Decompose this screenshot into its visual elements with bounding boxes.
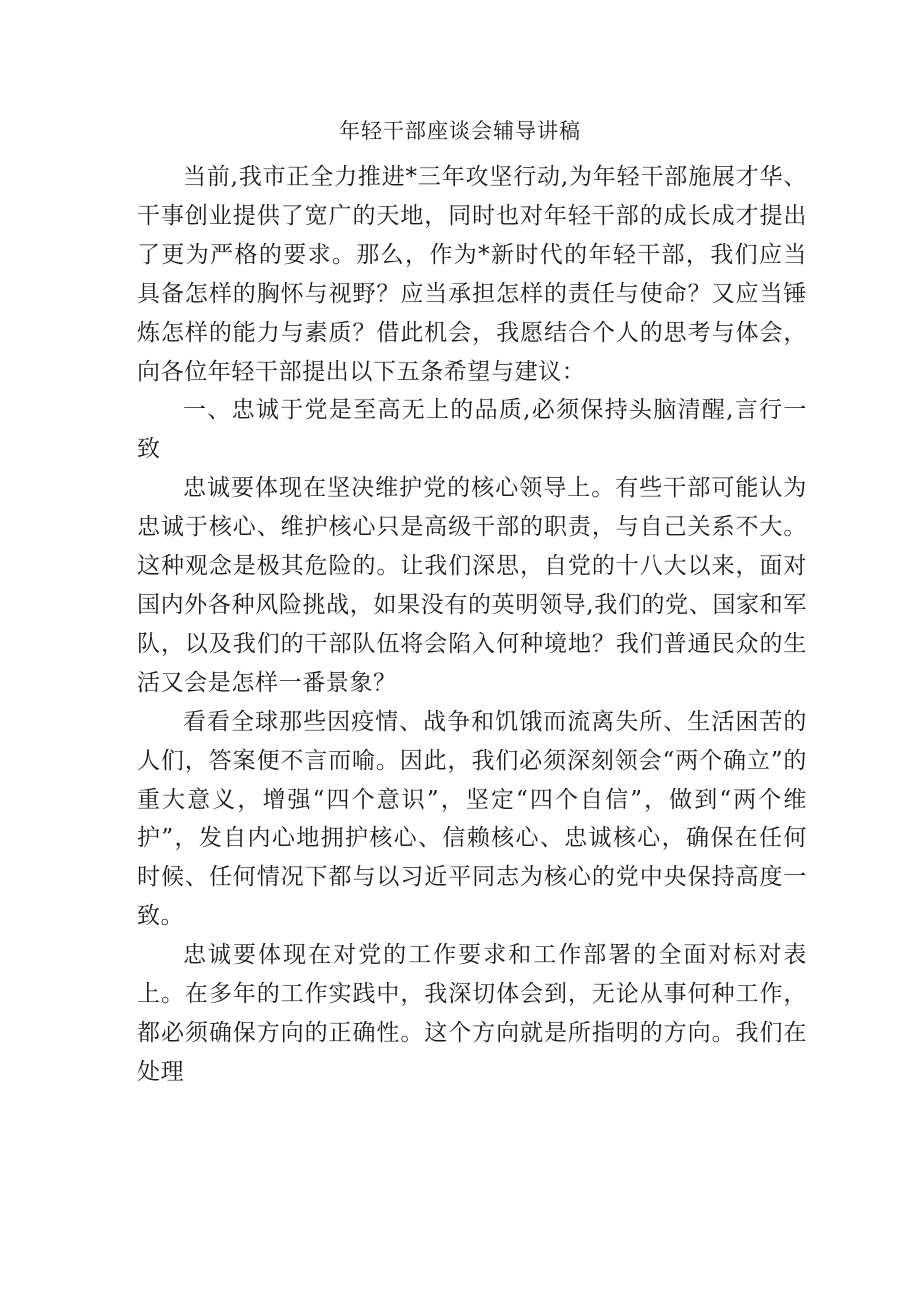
body-paragraph: 忠诚要体现在坚决维护党的核心领导上。有些干部可能认为忠诚于核心、维护核心只是高级干部的职责，与自己关系不大。这种观念是极其危险的。让我们深思，自党的十八大以来，面对国内外各种风险挑战，如果没有的英明领导,我们的党、国家和军队，以及我们的干部队伍将会陷入何种境地？我们普通民众的生活又会是怎样一番景象？ <box>137 475 807 696</box>
document-body <box>137 158 807 1092</box>
document-title: 年轻干部座谈会辅导讲稿 <box>339 119 581 143</box>
body-paragraph: 忠诚要体现在对党的工作要求和工作部署的全面对标对表上。在多年的工作实践中，我深切体会到，无论从事何种工作，都必须确保方向的正确性。这个方向就是所指明的方向。我们在处理 <box>137 942 807 1085</box>
section-heading-1: 一、忠诚于党是至高无上的品质,必须保持头脑清醒,言行一致 <box>137 397 807 463</box>
intro-paragraph: 当前,我市正全力推进*三年攻坚行动,为年轻干部施展才华、干事创业提供了宽广的天地，同时也对年轻干部的成长成才提出了更为严格的要求。那么，作为*新时代的年轻干部，我们应当具备怎样的胸怀与视野？应当承担怎样的责任与使命？又应当锤炼怎样的能力与素质？借此机会，我愿结合个人的思考与体会，向各位年轻干部提出以下五条希望与建议： <box>137 164 807 385</box>
body-paragraph: 看看全球那些因疫情、战争和饥饿而流离失所、生活困苦的人们，答案便不言而喻。因此，我们必须深刻领会“两个确立”的重大意义，增强“四个意识”，坚定“四个自信”，做到“两个维护”，发自内心地拥护核心、信赖核心、忠诚核心，确保在任何时候、任何情况下都与以习近平同志为核心的党中央保持高度一致。 <box>137 708 807 930</box>
